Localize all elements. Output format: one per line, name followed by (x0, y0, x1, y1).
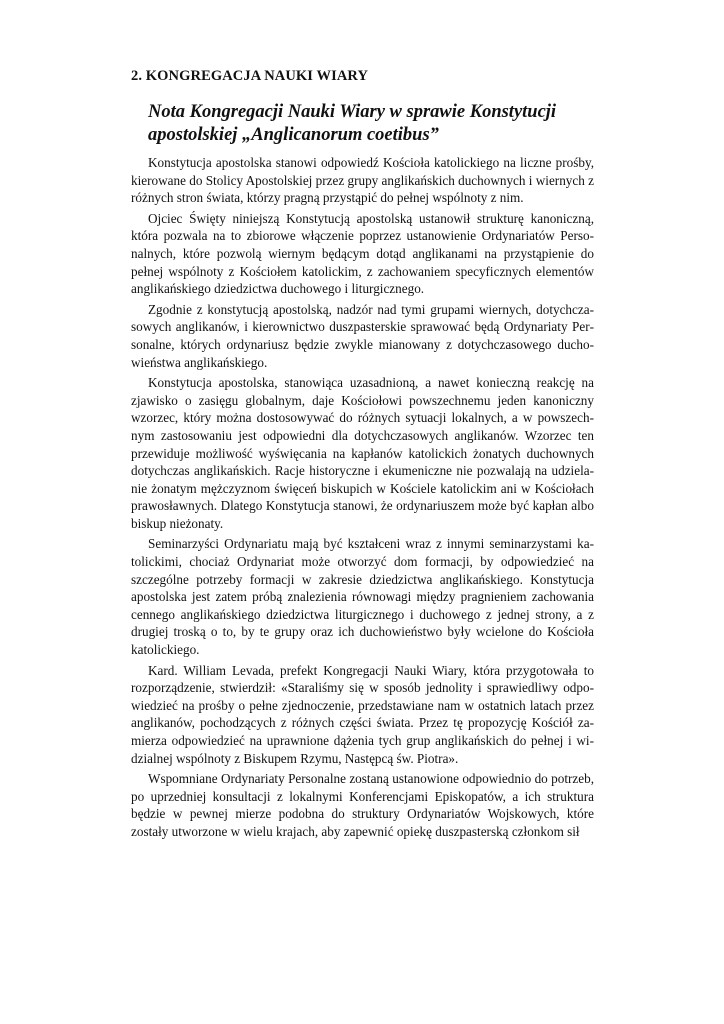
paragraph-5: Seminarzyści Ordynariatu mają być kształceni wraz z innymi seminarzystami katolickimi, chociaż Ordynariat może otworzyć dom formacji, by odpowiedzieć na szczególne potrzeby formacji w zakresie dziedzictwa anglikańskiego. Konstytucja apostolska jest zatem próbą znalezienia równowagi między pragnieniem zachowania cennego anglikańskiego dziedzictwa liturgicznego i duchowego z jednej strony, a z drugiej troską o to, by te grupy oraz ich duchowieństwo były wcielone do Kościoła katolickiego. (131, 536, 594, 658)
document-title-line-1: Nota Kongregacji Nauki Wiary w sprawie Konstytucji (148, 102, 557, 122)
paragraph-3: Zgodnie z konstytucją apostolską, nadzór nad tymi grupami wiernych, dotychczasowych anglikanów, i kierownictwo duszpasterskie sprawować będą Ordynariaty Personalne, których ordynariusz będzie zwykle mianowany z dotychczasowego duchowieństwa anglikańskiego. (131, 301, 594, 370)
paragraph-6: Kard. William Levada, prefekt Kongregacji Nauki Wiary, która przygotowała to rozporządzenie, stwierdził: «Staraliśmy się w sposób jednolity i sprawiedliwy odpowiedzieć na prośby o pełne zjednoczenie, przedstawiane nam w ostatnich latach przez anglikanów, pochodzących z różnych części świata. Przez tę propozycję Kościół zamierza odpowiedzieć na uprawnione dążenia tych grup anglikańskich do pełnej i widzialnej wspólnoty z Biskupem Rzymu, Następcą św. Piotra». (131, 662, 594, 766)
document-title-line-2: apostolskiej „Anglicanorum coetibus” (148, 125, 439, 145)
body-text (131, 154, 594, 844)
document-title (148, 101, 588, 147)
paragraph-7: Wspomniane Ordynariaty Personalne zostaną ustanowione odpowiednio do potrzeb, po uprzedniej konsultacji z lokalnymi Konferencjami Episkopatów, a ich struktura będzie w pewnej mierze podobna do struktury Ordynariatów Wojskowych, które zostały utworzone w wielu krajach, aby zapewnić opiekę duszpasterską członkom sił (131, 771, 594, 839)
paragraph-2: Ojciec Święty niniejszą Konstytucją apostolską ustanowił strukturę kanoniczną, która pozwala na to zbiorowe włączenie poprzez ustanowienie Ordynariatów Personalnych, które pozwolą wiernym będącym dotąd anglikanami na przystąpienie do pełnej wspólnoty z Kościołem katolickim, z zachowaniem specyficznych elementów anglikańskiego dziedzictwa duchowego i liturgicznego. (131, 210, 594, 297)
paragraph-1: Konstytucja apostolska stanowi odpowiedź Kościoła katolickiego na liczne prośby, kierowane do Stolicy Apostolskiej przez grupy anglikańskich duchownych i wiernych z różnych stron świata, którzy pragną przystąpić do pełnej wspólnoty z nim. (131, 155, 594, 206)
section-heading: 2. KONGREGACJA NAUKI WIARY (131, 68, 369, 84)
paragraph-4: Konstytucja apostolska, stanowiąca uzasadnioną, a nawet konieczną reakcję na zjawisko o zasięgu globalnym, daje Kościołowi powszechnemu jeden kanoniczny wzorzec, który można dostosowywać do różnych sytuacji lokalnych, a w powszechnym zastosowaniu jest odpowiedni dla dotychczasowych anglikanów. Wzorzec ten przewiduje możliwość wyświęcania na kapłanów katolickich żonatych duchownych dotychczas anglikańskich. Racje historyczne i ekumeniczne nie pozwalają na udzielanie żonatym mężczyznom święceń biskupich w Kościele katolickim ani w Kościołach prawosławnych. Dlatego Konstytucja stanowi, że ordynariuszem może być kapłan albo biskup nieżonaty. (131, 375, 594, 531)
